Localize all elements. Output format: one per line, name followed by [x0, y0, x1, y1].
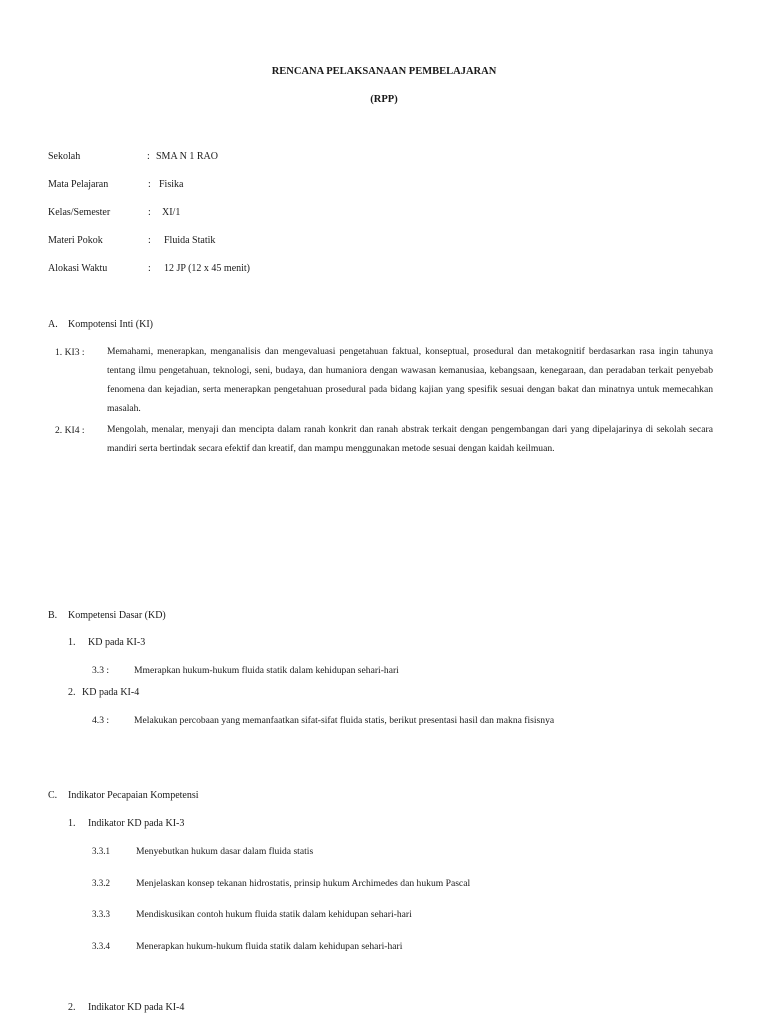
- identity-sep: :: [148, 207, 151, 218]
- kd-ki3-label: KD pada KI-3: [88, 637, 146, 648]
- identity-value: 12 JP (12 x 45 menit): [164, 263, 251, 274]
- section-a-marker: A.: [48, 319, 58, 330]
- kd4-text: Melakukan percobaan yang memanfaatkan sifat-sifat fluida statis, berikut presentasi hasil dan makna fisisnya: [134, 715, 555, 726]
- kd3-code: 3.3 :: [92, 665, 110, 676]
- ki3-text: Memahami, menerapkan, menganalisis dan mengevaluasi pengetahuan faktual, konseptual, prosedural dan metakognitif berdasarkan rasa ingin tahunya tentang ilmu pengetahuan, teknologi, seni, budaya, dan humaniora dengan wawasan kemanusiaa, kebangsaan, kenegaraan, dan peradaban terkait penyebab fenomena dan kejadian, serta menerapkan pengetahuan prosedural pada bidang kajian yang spesifik sesuai dengan bakat dan minatnya untuk memecahkan masalah.: [107, 346, 713, 414]
- identity-label: Alokasi Waktu: [48, 263, 108, 274]
- section-b-marker: B.: [48, 610, 58, 621]
- document-title: RENCANA PELAKSANAAN PEMBELAJARAN: [271, 66, 497, 77]
- document-subtitle: (RPP): [370, 94, 398, 105]
- ipk-ki4-marker: 2.: [68, 1002, 76, 1013]
- identity-value: SMA N 1 RAO: [156, 151, 218, 162]
- indicator-code: 3.3.3: [92, 909, 110, 919]
- identity-value: Fluida Statik: [164, 235, 216, 246]
- kd-ki4-marker: 2.: [68, 687, 76, 698]
- ipk-ki3-label: Indikator KD pada KI-3: [88, 818, 185, 829]
- section-b-heading: Kompetensi Dasar (KD): [68, 610, 166, 621]
- kd-ki4-label: KD pada KI-4: [82, 687, 140, 698]
- section-c-marker: C.: [48, 790, 58, 801]
- indicator-code: 3.3.1: [92, 846, 110, 856]
- identity-label: Kelas/Semester: [48, 207, 111, 218]
- ki4-code: 2. KI4 :: [55, 425, 85, 436]
- indicator-text: Menerapkan hukum-hukum fluida statik dalam kehidupan sehari-hari: [136, 941, 403, 952]
- indicator-code: 3.3.4: [92, 941, 110, 951]
- ki3-code: 1. KI3 :: [55, 347, 85, 358]
- identity-value: Fisika: [159, 179, 184, 190]
- indicator-text: Menjelaskan konsep tekanan hidrostatis, prinsip hukum Archimedes dan hukum Pascal: [136, 878, 471, 889]
- section-a-heading: Kompotensi Inti (KI): [68, 319, 153, 330]
- identity-label: Sekolah: [48, 151, 81, 162]
- kd4-code: 4.3 :: [92, 715, 110, 726]
- identity-sep: :: [148, 263, 151, 274]
- identity-value: XI/1: [162, 207, 181, 218]
- identity-label: Mata Pelajaran: [48, 179, 109, 190]
- indicator-text: Mendiskusikan contoh hukum fluida statik dalam kehidupan sehari-hari: [136, 909, 412, 920]
- indicator-text: Menyebutkan hukum dasar dalam fluida statis: [136, 846, 314, 857]
- kd-ki3-marker: 1.: [68, 637, 76, 648]
- ipk-ki3-marker: 1.: [68, 818, 76, 829]
- identity-sep: :: [148, 179, 151, 190]
- identity-sep: :: [147, 151, 150, 162]
- section-c-heading: Indikator Pecapaian Kompetensi: [68, 790, 199, 801]
- ipk-ki4-label: Indikator KD pada KI-4: [88, 1002, 185, 1013]
- ki4-text: Mengolah, menalar, menyaji dan mencipta dalam ranah konkrit dan ranah abstrak terkait dengan pengembangan dari yang dipelajarinya di sekolah secara mandiri serta bertindak secara efektif dan kreatif, dan mampu menggunakan metode sesuai dengan kaidah keilmuan.: [107, 424, 713, 454]
- identity-sep: :: [148, 235, 151, 246]
- identity-label: Materi Pokok: [48, 235, 103, 246]
- kd3-text: Mmerapkan hukum-hukum fluida statik dalam kehidupan sehari-hari: [134, 665, 399, 676]
- indicator-code: 3.3.2: [92, 878, 110, 888]
